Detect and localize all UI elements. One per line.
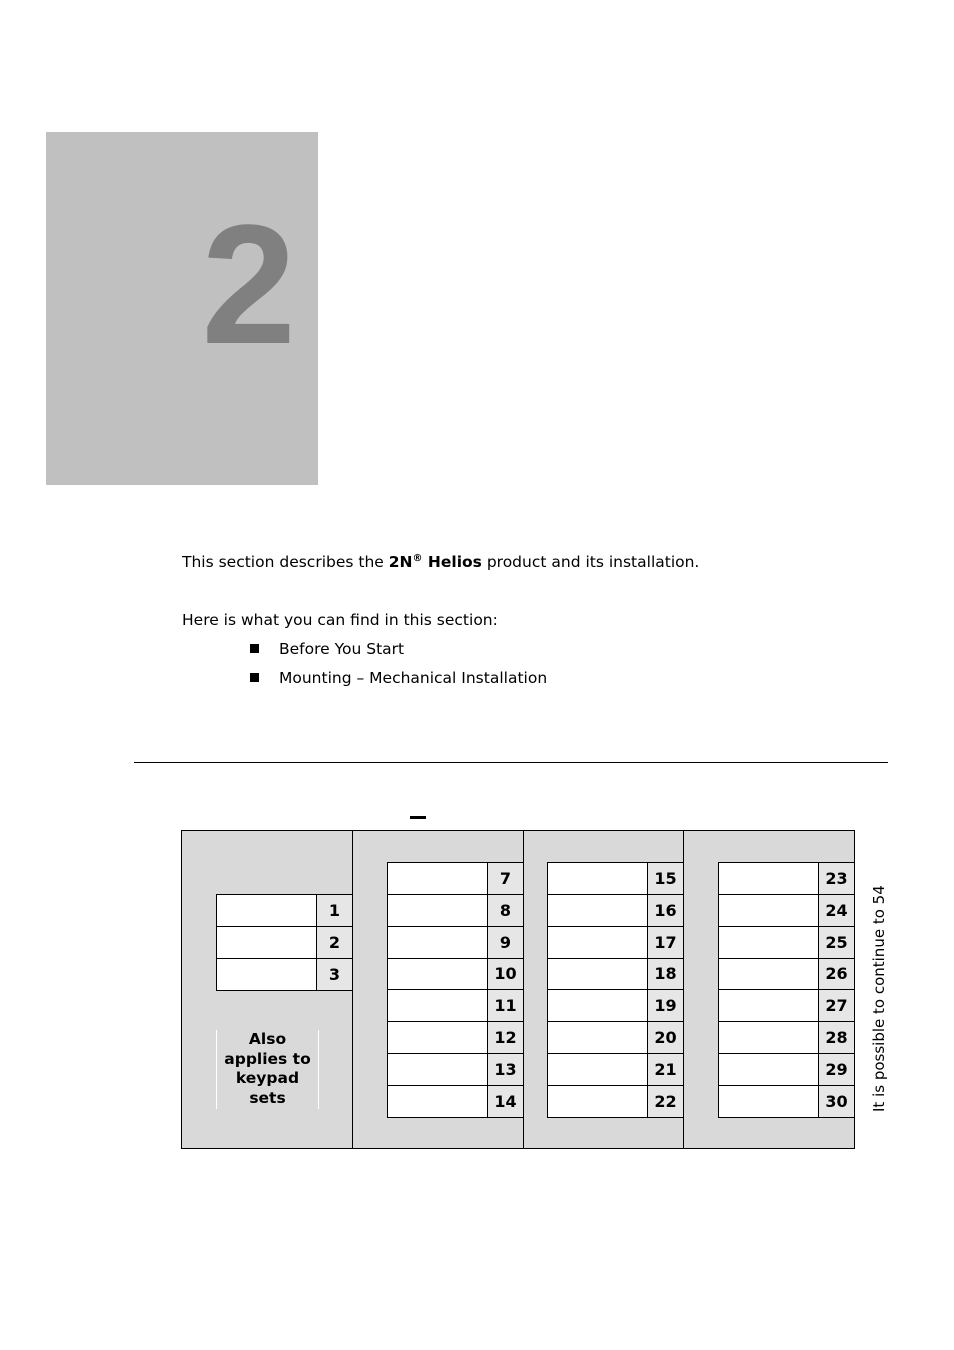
button-number: 24 (818, 895, 854, 926)
name-button (718, 926, 855, 959)
chapter-number: 2 (201, 190, 296, 380)
name-button (387, 926, 524, 959)
name-label-field (217, 927, 316, 958)
name-label-field (548, 1022, 647, 1053)
name-label-field (719, 959, 818, 990)
contents-lead: Here is what you can find in this section: (182, 611, 498, 629)
name-button (387, 989, 524, 1022)
name-button (718, 1085, 855, 1118)
name-label-field (548, 1086, 647, 1117)
button-number: 28 (818, 1022, 854, 1053)
name-button (387, 894, 524, 927)
button-number: 2 (316, 927, 352, 958)
name-button (547, 894, 684, 927)
continuation-note: It is possible to continue to 54 (870, 885, 888, 1112)
name-label-field (388, 1086, 487, 1117)
button-number: 15 (647, 863, 683, 894)
name-label-field (548, 895, 647, 926)
product-name: Helios (422, 553, 482, 571)
name-button (718, 958, 855, 991)
button-number: 16 (647, 895, 683, 926)
button-number: 25 (818, 927, 854, 958)
name-button (216, 926, 353, 959)
square-bullet-icon (250, 673, 259, 682)
name-label-field (719, 1022, 818, 1053)
name-label-field (217, 959, 316, 990)
name-button (547, 989, 684, 1022)
button-number: 10 (487, 959, 523, 990)
name-label-field (548, 990, 647, 1021)
contents-list (250, 639, 547, 697)
button-number: 17 (647, 927, 683, 958)
button-number: 20 (647, 1022, 683, 1053)
name-button (547, 958, 684, 991)
name-button (387, 1021, 524, 1054)
name-button (547, 1053, 684, 1086)
name-label-field (388, 863, 487, 894)
name-button (718, 989, 855, 1022)
registered-mark: ® (412, 553, 423, 564)
dash-mark (410, 816, 426, 819)
name-label-field (388, 959, 487, 990)
intro-suffix: product and its installation. (481, 553, 700, 571)
name-label-field (388, 895, 487, 926)
name-label-field (388, 1022, 487, 1053)
button-number: 8 (487, 895, 523, 926)
name-button (216, 958, 353, 991)
name-button (387, 862, 524, 895)
button-number: 14 (487, 1086, 523, 1117)
intro-paragraph (182, 552, 699, 572)
button-number: 13 (487, 1054, 523, 1085)
name-label-field (719, 1086, 818, 1117)
button-number: 26 (818, 959, 854, 990)
contents-item[interactable]: Before You Start (250, 639, 547, 668)
button-number: 22 (647, 1086, 683, 1117)
contents-item[interactable]: Mounting – Mechanical Installation (250, 668, 547, 697)
button-number: 3 (316, 959, 352, 990)
name-button (718, 862, 855, 895)
name-button (718, 1053, 855, 1086)
name-label-field (548, 1054, 647, 1085)
button-number: 11 (487, 990, 523, 1021)
name-label-field (719, 927, 818, 958)
square-bullet-icon (250, 644, 259, 653)
intro-prefix: This section describes the (182, 553, 389, 571)
name-label-field (388, 990, 487, 1021)
name-button (547, 862, 684, 895)
name-button (387, 958, 524, 991)
button-number: 18 (647, 959, 683, 990)
name-label-field (388, 1054, 487, 1085)
name-label-field (217, 895, 316, 926)
keypad-note: Also applies to keypad sets (216, 1030, 319, 1109)
name-label-field (388, 927, 487, 958)
button-number: 27 (818, 990, 854, 1021)
button-number: 7 (487, 863, 523, 894)
name-button (216, 894, 353, 927)
name-label-field (548, 927, 647, 958)
button-number: 9 (487, 927, 523, 958)
button-number: 30 (818, 1086, 854, 1117)
button-number: 21 (647, 1054, 683, 1085)
button-number: 12 (487, 1022, 523, 1053)
name-button (547, 1085, 684, 1118)
name-button (718, 894, 855, 927)
name-label-field (719, 895, 818, 926)
name-label-field (548, 863, 647, 894)
name-button (547, 1021, 684, 1054)
name-button (387, 1085, 524, 1118)
name-label-field (719, 863, 818, 894)
name-button (718, 1021, 855, 1054)
name-button (547, 926, 684, 959)
name-label-field (719, 1054, 818, 1085)
name-label-field (548, 959, 647, 990)
button-number: 19 (647, 990, 683, 1021)
button-number: 23 (818, 863, 854, 894)
button-number: 29 (818, 1054, 854, 1085)
section-divider (134, 762, 888, 763)
brand-name: 2N (388, 553, 413, 571)
name-label-field (719, 990, 818, 1021)
chapter-tab (46, 132, 318, 485)
name-button (387, 1053, 524, 1086)
button-number: 1 (316, 895, 352, 926)
